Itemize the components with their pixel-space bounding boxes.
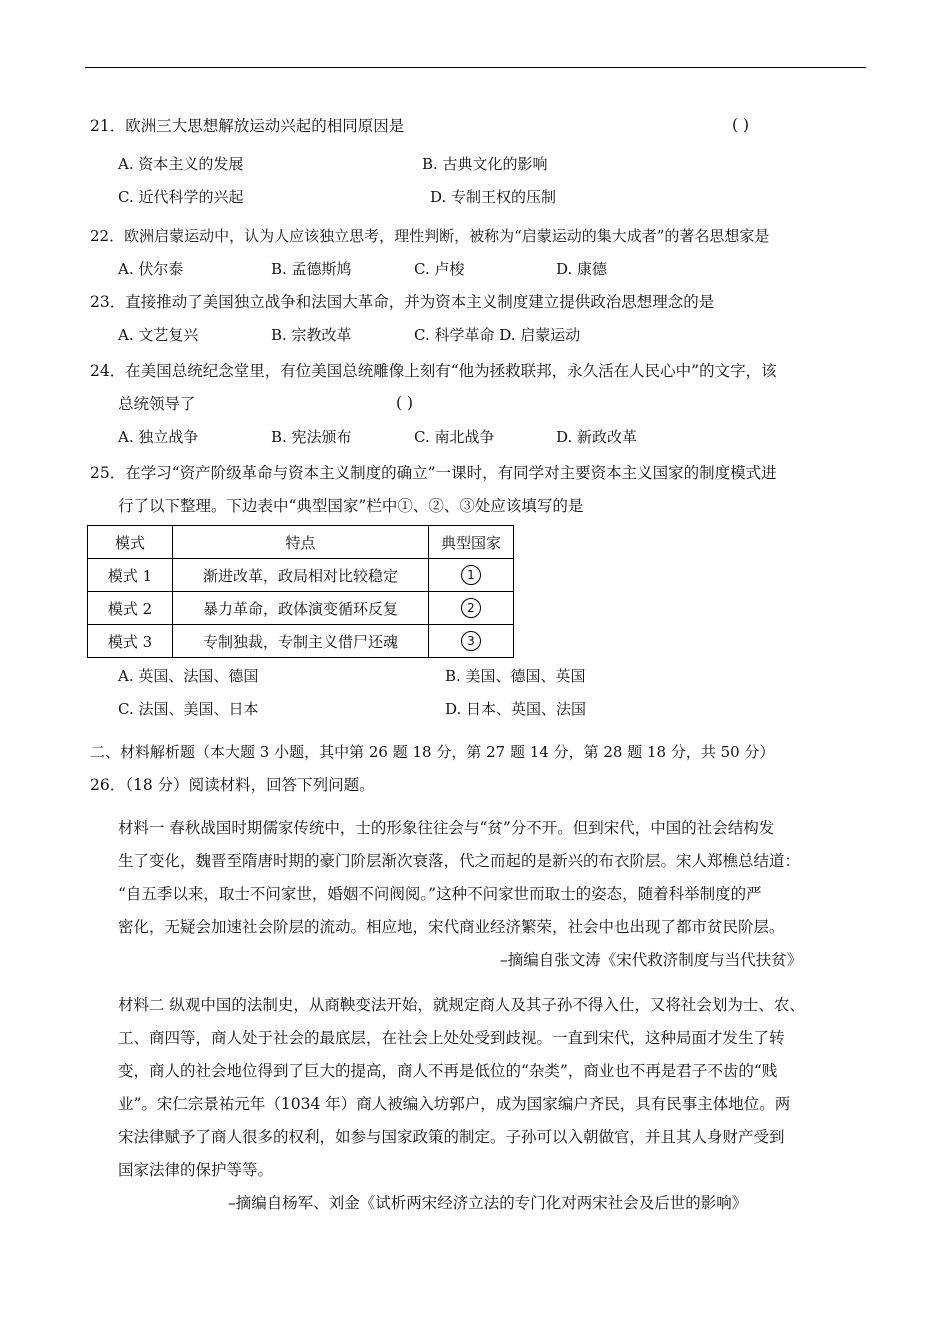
material2-line: 变，商人的社会地位得到了巨大的提高，商人不再是低位的“杂类”，商业也不再是君子不齿的“贱 [118, 1062, 778, 1080]
q24-option-d: D. 新政改革 [556, 428, 638, 446]
header-rule [85, 67, 866, 68]
q21-option-b: B. 古典文化的影响 [422, 155, 548, 173]
table-cell: 专制独裁，专制主义借尸还魂 [173, 625, 429, 658]
q21-option-a: A. 资本主义的发展 [118, 155, 244, 173]
q23-option-cd: C. 科学革命 D. 启蒙运动 [414, 326, 581, 344]
material2-line: 宋法律赋予了商人很多的权利，如参与国家政策的制定。子孙可以入朝做官，并且其人身财产受到 [118, 1128, 785, 1146]
q21-option-d: D. 专制王权的压制 [430, 188, 557, 206]
q25-stem-line2: 行了以下整理。下边表中“典型国家”栏中①、②、③处应该填写的是 [118, 497, 584, 515]
section2-title: 二、材料解析题（本大题 3 小题，其中第 26 题 18 分，第 27 题 14 分，第 28 题 18 分，共 50 分） [90, 743, 775, 761]
table-row [88, 625, 514, 658]
q25-option-a: A. 英国、法国、德国 [118, 667, 259, 685]
table-header-cell: 典型国家 [429, 526, 514, 559]
table-cell: 模式 3 [88, 625, 173, 658]
q25-option-b: B. 美国、德国、英国 [445, 667, 586, 685]
q24-option-c: C. 南北战争 [414, 428, 495, 446]
q24-option-a: A. 独立战争 [118, 428, 199, 446]
circled-number-1: 1 [461, 565, 481, 585]
q23-option-a: A. 文艺复兴 [118, 326, 199, 344]
q24-stem-line1: 24．在美国总统纪念堂里，有位美国总统雕像上刻有“他为拯救联邦，永久活在人民心中”的文字，该 [90, 362, 777, 380]
q23-option-b: B. 宗教改革 [271, 326, 352, 344]
circled-number-2: 2 [461, 598, 481, 618]
table-cell: 模式 1 [88, 559, 173, 592]
q26-stem: 26．（18 分）阅读材料，回答下列问题。 [90, 776, 375, 794]
q22-option-a: A. 伏尔泰 [118, 260, 184, 278]
q22-option-c: C. 卢梭 [414, 260, 465, 278]
table-row [88, 559, 514, 592]
table-cell [429, 559, 514, 592]
q25-stem-line1: 25．在学习“资产阶级革命与资本主义制度的确立”一课时，有同学对主要资本主义国家的制度模式进 [90, 464, 777, 482]
q25-option-c: C. 法国、美国、日本 [118, 700, 259, 718]
circled-number-3: 3 [461, 631, 481, 651]
q21-answer-paren: ( ) [732, 116, 750, 134]
table-row [88, 592, 514, 625]
table-cell: 渐进改革，政局相对比较稳定 [173, 559, 429, 592]
material1-line: “自五季以来，取士不问家世，婚姻不问阀阅。”这种不问家世而取士的姿态，随着科举制度的严 [118, 885, 762, 903]
mode-table [87, 525, 514, 658]
q25-option-d: D. 日本、英国、法国 [445, 700, 587, 718]
q21-stem: 21．欧洲三大思想解放运动兴起的相同原因是 [90, 117, 405, 135]
material2-source: –摘编自杨军、刘金《试析两宋经济立法的专门化对两宋社会及后世的影响》 [228, 1194, 748, 1212]
table-cell: 模式 2 [88, 592, 173, 625]
q24-stem-line2: 总统领导了 [118, 395, 196, 413]
q21-option-c: C. 近代科学的兴起 [118, 188, 244, 206]
q24-option-b: B. 宪法颁布 [271, 428, 352, 446]
material2-line: 材料二 纵观中国的法制史，从商鞅变法开始，就规定商人及其子孙不得入仕，又将社会划为士、农、 [118, 996, 805, 1014]
q24-answer-paren: ( ) [396, 394, 414, 412]
material1-source: –摘编自张文涛《宋代救济制度与当代扶贫》 [500, 951, 803, 969]
material2-line: 国家法律的保护等等。 [118, 1161, 274, 1179]
material1-line: 密化，无疑会加速社会阶层的流动。相应地，宋代商业经济繁荣，社会中也出现了都市贫民阶层。 [118, 918, 785, 936]
q22-option-d: D. 康德 [556, 260, 608, 278]
q22-option-b: B. 孟德斯鸠 [271, 260, 352, 278]
material1-line: 材料一 春秋战国时期儒家传统中，士的形象往往会与“贫”分不开。但到宋代，中国的社会结构发 [118, 819, 775, 837]
table-header-cell: 特点 [173, 526, 429, 559]
table-cell [429, 592, 514, 625]
table-cell: 暴力革命，政体演变循环反复 [173, 592, 429, 625]
table-header-cell: 模式 [88, 526, 173, 559]
material2-line: 业”。宋仁宗景祐元年（1034 年）商人被编入坊郭户，成为国家编户齐民，具有民事主体地位。两 [118, 1095, 791, 1113]
table-cell [429, 625, 514, 658]
material1-line: 生了变化，魏晋至隋唐时期的豪门阶层渐次衰落，代之而起的是新兴的布衣阶层。宋人郑樵总结道： [118, 852, 801, 870]
material2-line: 工、商四等，商人处于社会的最底层，在社会上处处受到歧视。一直到宋代，这种局面才发生了转 [118, 1029, 785, 1047]
q23-stem: 23．直接推动了美国独立战争和法国大革命，并为资本主义制度建立提供政治思想理念的是 [90, 293, 715, 311]
table-header-row [88, 526, 514, 559]
q22-stem: 22．欧洲启蒙运动中，认为人应该独立思考，理性判断，被称为“启蒙运动的集大成者”的著名思想家是 [90, 227, 770, 245]
